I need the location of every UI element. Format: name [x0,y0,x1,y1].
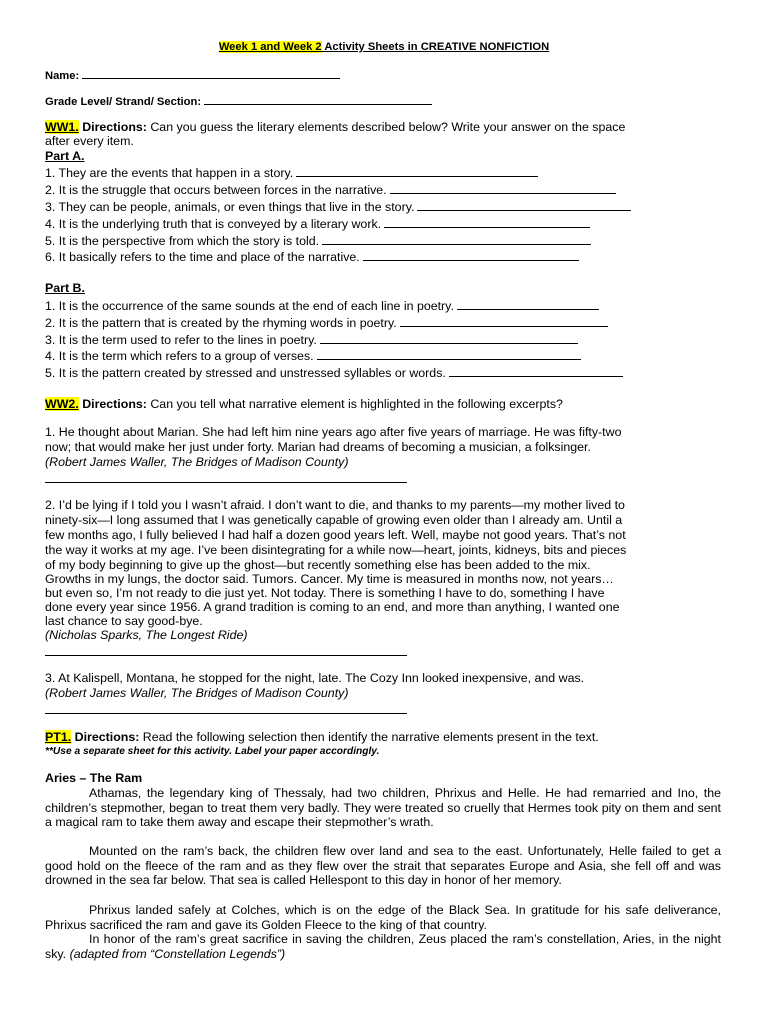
excerpt1-source: (Robert James Waller, The Bridges of Madison County) [45,455,349,469]
answer-blank[interactable] [457,298,599,310]
ww2-directions [45,397,725,412]
pt1-directions-label: Directions: [74,730,140,744]
story-paragraph: Phrixus landed safely at Colches, which is on the edge of the Black Sea. In gratitude for his safe deliverance, Phrixus sacrificed the ram and gave its Golden Fleece to the king of that country. [45,903,721,932]
pt1-tag: PT1. [45,730,72,744]
answer-blank[interactable] [400,315,608,327]
part-a-item: 5. It is the perspective from which the story is told. [45,233,725,249]
part-a-item: 6. It basically refers to the time and place of the narrative. [45,249,725,265]
part-b-item: 4. It is the term which refers to a group of verses. [45,348,725,364]
answer-blank[interactable] [417,199,631,211]
story-source: (adapted from “Constellation Legends”) [69,946,286,961]
excerpt2-source: (Nicholas Sparks, The Longest Ride) [45,628,248,642]
part-b-item: 2. It is the pattern that is created by the rhyming words in poetry. [45,315,725,331]
excerpt1-line: now; that would make her just under forty. Marian had dreams of becoming a musician, a folksinger. [45,440,591,454]
part-b-item: 3. It is the term used to refer to the lines in poetry. [45,332,725,348]
excerpt2-line: few months ago, I fully believed I had half a dozen good years left. Well, maybe not good years. That’s not [45,528,626,542]
title-rest: Activity Sheets in CREATIVE NONFICTION [321,41,550,53]
part-a-item: 4. It is the underlying truth that is conveyed by a literary work. [45,216,725,232]
grade-blank[interactable] [204,93,432,105]
ww2-directions-label: Directions: [82,397,147,411]
part-b-item: 5. It is the pattern created by stressed and unstressed syllables or words. [45,365,725,381]
part-a-heading: Part A. [45,149,85,163]
grade-label: Grade Level/ Strand/ Section: [45,96,202,108]
answer-blank[interactable] [384,216,590,228]
name-blank[interactable] [82,67,340,79]
ww1-directions-line2: after every item. [45,134,134,148]
ww1-tag: WW1. [45,120,79,134]
answer-blank[interactable] [317,348,581,360]
excerpt1-answer-line[interactable] [45,482,407,483]
answer-blank[interactable] [320,332,578,344]
part-a-item: 1. They are the events that happen in a story. [45,165,725,181]
excerpt3-answer-line[interactable] [45,713,407,714]
excerpt1-line: 1. He thought about Marian. She had left him nine years ago after five years of marriage. He was fifty-two [45,425,622,439]
excerpt2-line: last chance to say good-bye. [45,614,203,628]
ww1-directions [45,120,725,135]
name-label: Name: [45,70,80,82]
ww2-directions-text: Can you tell what narrative element is highlighted in the following excerpts? [146,397,563,411]
grade-field[interactable] [45,93,725,110]
excerpt2-line: done every year since 1956. A grand tradition is coming to an end, and more than anything, I wanted one [45,600,620,614]
story-paragraph: Athamas, the legendary king of Thessaly, had two children, Phrixus and Helle. He had remarried and Ino, the children’s stepmother, began to treat them very badly. They were treated so cruelly that Hermes took pity on them and sent a magical ram to take them away and escape their stepmother’s wrath. [45,786,721,829]
story-paragraph: In honor of the ram’s great sacrifice in saving the children, Zeus placed the ram’s constellation, Aries, in the night sky. (adapted from “Constellation Legends”) [45,932,721,961]
part-a-item: 3. They can be people, animals, or even things that live in the story. [45,199,725,215]
story-title: Aries – The Ram [45,771,143,785]
excerpt2-answer-line[interactable] [45,655,407,656]
excerpt2-line: of my body beginning to give up the ghost—but recently something else has been added to the mix. [45,558,591,572]
excerpt2-line: but even so, I’m not ready to die just yet. Not today. There is something I have to do, something I have [45,586,605,600]
story-paragraph: Mounted on the ram’s back, the children flew over land and sea to the east. Unfortunately, Helle failed to get a good hold on the fleece of the ram and as they flew over the strait that separates Europe and Asia, she fell off and was drowned in the sea far below. That sea is called Hellespont to this day in honor of her memory. [45,844,721,887]
part-b-heading: Part B. [45,281,85,295]
ww2-tag: WW2. [45,397,79,411]
pt1-note: **Use a separate sheet for this activity. Label your paper accordingly. [45,746,380,757]
excerpt2-line: the way it works at my age. I’ve been disintegrating for a while now—heart, joints, kidneys, bits and pieces [45,543,627,557]
pt1-directions [45,730,725,745]
excerpt2-line: Growths in my lungs, the doctor said. Tumors. Cancer. My time is measured in months now, not years… [45,572,614,586]
pt1-directions-text: Read the following selection then identify the narrative elements present in the text. [139,730,599,744]
answer-blank[interactable] [296,165,538,177]
excerpt2-line: ninety-six—I long assumed that I was genetically capable of growing even older than I already am. Until a [45,513,623,527]
name-field[interactable] [45,67,725,84]
title-week-highlight: Week 1 and Week 2 [218,41,322,53]
part-a-item: 2. It is the struggle that occurs between forces in the narrative. [45,182,725,198]
part-b-item: 1. It is the occurrence of the same sounds at the end of each line in poetry. [45,298,725,314]
ww1-directions-label: Directions: [82,120,147,134]
excerpt3-source: (Robert James Waller, The Bridges of Madison County) [45,686,349,700]
page-title [0,40,768,55]
answer-blank[interactable] [390,182,616,194]
answer-blank[interactable] [449,365,623,377]
excerpt2-line: 2. I’d be lying if I told you I wasn’t afraid. I don’t want to die, and thanks to my parents—my mother lived to [45,498,625,512]
answer-blank[interactable] [363,249,579,261]
ww1-directions-text: Can you guess the literary elements described below? Write your answer on the space [146,120,626,134]
answer-blank[interactable] [322,233,591,245]
excerpt3-line: 3. At Kalispell, Montana, he stopped for the night, late. The Cozy Inn looked inexpensive, and was. [45,671,585,685]
